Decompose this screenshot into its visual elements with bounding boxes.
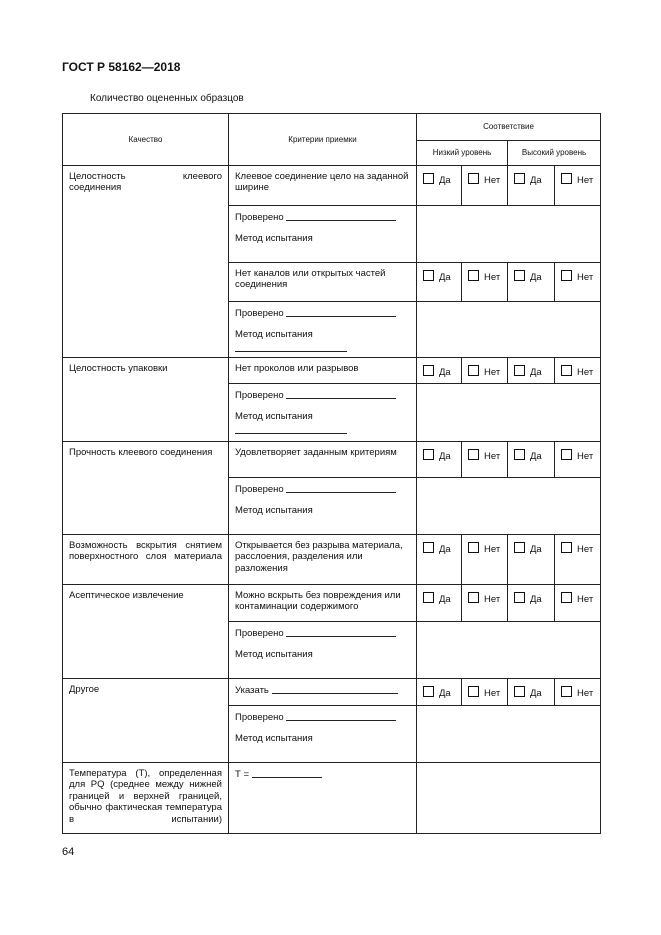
yes-checkbox[interactable] — [423, 542, 434, 553]
criterion-cell — [229, 679, 417, 706]
yes-label: Да — [439, 594, 451, 605]
test-method-label: Метод испытания — [235, 733, 313, 745]
method-line[interactable] — [235, 429, 347, 434]
standard-number: ГОСТ Р 58162—2018 — [62, 60, 181, 74]
quality-cell: Асептическое извлечение — [63, 585, 229, 679]
no-label: Нет — [577, 272, 594, 283]
quality-cell: Целостность клеевого соединения — [63, 166, 229, 358]
no-label: Нет — [577, 688, 594, 699]
yes-checkbox[interactable] — [514, 592, 525, 603]
verification-cell — [229, 384, 417, 442]
no-label: Нет — [577, 544, 594, 555]
checked-by-label: Проверено — [235, 308, 284, 319]
specify-line[interactable] — [272, 684, 398, 694]
acceptance-criteria-table — [62, 113, 601, 834]
criterion-cell: Нет проколов или разрывов — [229, 358, 417, 384]
no-checkbox[interactable] — [468, 592, 479, 603]
yes-label: Да — [439, 367, 451, 378]
verification-cell — [229, 206, 417, 263]
yes-label: Да — [439, 451, 451, 462]
yes-checkbox[interactable] — [423, 592, 434, 603]
yes-label: Да — [530, 688, 542, 699]
temperature-label: Т = — [235, 769, 249, 780]
test-method-label: Метод испытания — [235, 505, 313, 517]
no-label: Нет — [484, 544, 501, 555]
quality-cell: Прочность клеевого соединения — [63, 442, 229, 535]
yes-checkbox[interactable] — [423, 449, 434, 460]
no-label: Нет — [577, 451, 594, 462]
quality-cell: Возможность вскрытия снятием поверхностного слоя материала — [63, 535, 229, 585]
no-label: Нет — [484, 688, 501, 699]
criterion-cell: Можно вскрыть без повреждения или контаминации содержимого — [229, 585, 417, 622]
no-label: Нет — [484, 272, 501, 283]
criterion-cell: Открывается без разрыва материала, расслоения, разделения или разложения — [229, 535, 417, 585]
criterion-cell: Удовлетворяет заданным критериям — [229, 442, 417, 478]
quality-cell: Температура (Т), определенная для PQ (среднее между нижней границей и верхней границей, обычно фактическая температура в испытании) — [63, 763, 229, 834]
no-checkbox[interactable] — [561, 270, 572, 281]
signature-line[interactable] — [286, 627, 396, 637]
no-checkbox[interactable] — [561, 592, 572, 603]
criterion-cell: Нет каналов или открытых частей соединения — [229, 263, 417, 302]
no-label: Нет — [577, 367, 594, 378]
page-number: 64 — [62, 846, 75, 858]
no-label: Нет — [484, 367, 501, 378]
signature-line[interactable] — [286, 483, 396, 493]
no-checkbox[interactable] — [468, 173, 479, 184]
yes-checkbox[interactable] — [423, 173, 434, 184]
yes-checkbox[interactable] — [423, 365, 434, 376]
criterion-cell — [229, 763, 417, 834]
yes-label: Да — [530, 594, 542, 605]
yes-checkbox[interactable] — [514, 173, 525, 184]
yes-label: Да — [530, 367, 542, 378]
no-checkbox[interactable] — [561, 542, 572, 553]
checked-by-label: Проверено — [235, 484, 284, 495]
quality-column-header: Качество — [63, 114, 229, 166]
no-checkbox[interactable] — [468, 270, 479, 281]
test-method-label: Метод испытания — [235, 649, 313, 661]
no-checkbox[interactable] — [468, 686, 479, 697]
test-method-label: Метод испытания — [235, 233, 313, 245]
signature-line[interactable] — [286, 711, 396, 721]
yes-checkbox[interactable] — [514, 365, 525, 376]
quality-cell: Другое — [63, 679, 229, 763]
yes-label: Да — [530, 272, 542, 283]
yes-label: Да — [439, 688, 451, 699]
checked-by-label: Проверено — [235, 712, 284, 723]
yes-label: Да — [439, 544, 451, 555]
compliance-column-header: Соответствие — [417, 114, 601, 141]
temperature-line[interactable] — [252, 768, 322, 778]
yes-label: Да — [530, 175, 542, 186]
no-label: Нет — [484, 451, 501, 462]
quality-cell: Целостность упаковки — [63, 358, 229, 442]
yes-label: Да — [530, 451, 542, 462]
yes-checkbox[interactable] — [514, 686, 525, 697]
yes-label: Да — [530, 544, 542, 555]
low-level-header: Низкий уровень — [417, 141, 508, 166]
verification-cell — [229, 478, 417, 535]
yes-checkbox[interactable] — [514, 270, 525, 281]
samples-count-label: Количество оцененных образцов — [90, 93, 244, 104]
yes-checkbox[interactable] — [423, 270, 434, 281]
test-method-label: Метод испытания — [235, 411, 313, 423]
signature-line[interactable] — [286, 307, 396, 317]
checked-by-label: Проверено — [235, 212, 284, 223]
no-label: Нет — [484, 175, 501, 186]
yes-checkbox[interactable] — [423, 686, 434, 697]
signature-line[interactable] — [286, 211, 396, 221]
no-checkbox[interactable] — [561, 686, 572, 697]
test-method-label: Метод испытания — [235, 329, 313, 341]
high-level-header: Высокий уровень — [508, 141, 601, 166]
criteria-column-header: Критерии приемки — [229, 114, 417, 166]
no-label: Нет — [577, 175, 594, 186]
verification-cell — [229, 622, 417, 679]
verification-cell — [229, 706, 417, 763]
no-checkbox[interactable] — [561, 449, 572, 460]
yes-checkbox[interactable] — [514, 542, 525, 553]
specify-label: Указать — [235, 685, 269, 696]
criterion-cell: Клеевое соединение цело на заданной ширине — [229, 166, 417, 206]
no-checkbox[interactable] — [561, 173, 572, 184]
no-checkbox[interactable] — [468, 542, 479, 553]
yes-label: Да — [439, 175, 451, 186]
checked-by-label: Проверено — [235, 390, 284, 401]
no-checkbox[interactable] — [468, 365, 479, 376]
method-line[interactable] — [235, 347, 347, 352]
no-checkbox[interactable] — [561, 365, 572, 376]
checked-by-label: Проверено — [235, 628, 284, 639]
no-label: Нет — [484, 594, 501, 605]
no-label: Нет — [577, 594, 594, 605]
yes-checkbox[interactable] — [514, 449, 525, 460]
yes-label: Да — [439, 272, 451, 283]
no-checkbox[interactable] — [468, 449, 479, 460]
verification-cell — [229, 302, 417, 358]
signature-line[interactable] — [286, 389, 396, 399]
